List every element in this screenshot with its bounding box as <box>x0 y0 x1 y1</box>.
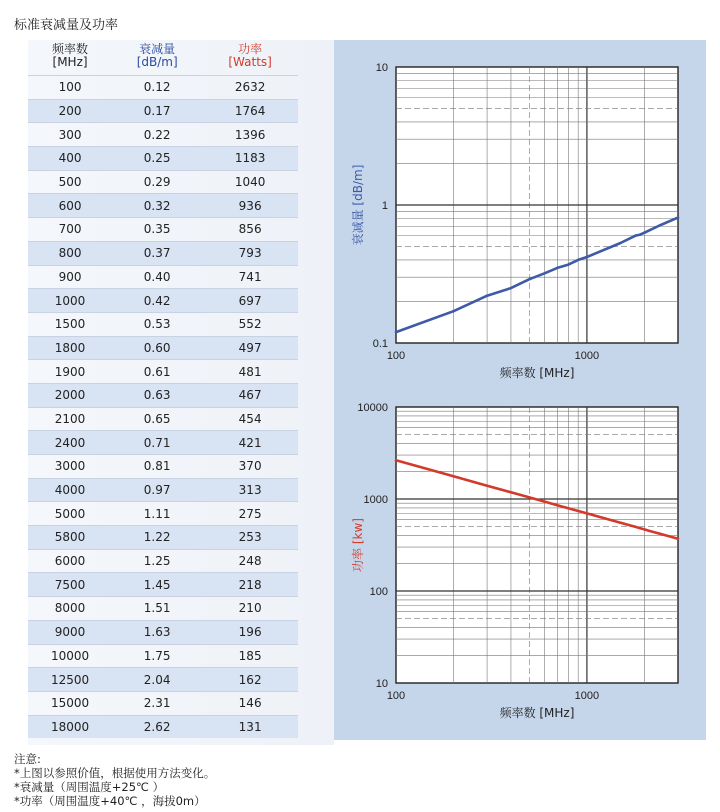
cell-power: 275 <box>202 502 298 526</box>
note-line: *上图以参照价值，根据使用方法变化。 <box>14 766 216 780</box>
data-point <box>634 526 636 528</box>
y-axis-label: 衰减量 [dB/m] <box>351 164 365 246</box>
cell-attenuation: 1.51 <box>112 597 202 621</box>
cell-power: 421 <box>202 431 298 455</box>
header-frequency-name: 频率数 <box>52 42 89 56</box>
cell-frequency: 12500 <box>28 668 112 692</box>
cell-power: 467 <box>202 383 298 407</box>
data-point <box>586 512 588 514</box>
data-point <box>543 500 545 502</box>
cell-frequency: 3000 <box>28 455 112 479</box>
cell-power: 497 <box>202 336 298 360</box>
cell-attenuation: 0.42 <box>112 289 202 313</box>
chart-1 <box>350 402 679 720</box>
cell-attenuation: 0.63 <box>112 383 202 407</box>
y-axis-label: 功率 [kw] <box>351 518 365 572</box>
cell-frequency: 100 <box>28 76 112 100</box>
note-line: *衰减量（周围温度+25℃ ） <box>14 780 165 794</box>
cell-attenuation: 0.37 <box>112 241 202 265</box>
data-point <box>528 278 530 280</box>
cell-frequency: 5000 <box>28 502 112 526</box>
data-point <box>619 242 621 244</box>
cell-frequency: 300 <box>28 123 112 147</box>
cell-frequency: 2000 <box>28 383 112 407</box>
y-tick-label: 10000 <box>357 402 388 414</box>
header-frequency-unit: [MHz] <box>52 55 88 69</box>
cell-attenuation: 1.11 <box>112 502 202 526</box>
data-point <box>567 507 569 509</box>
cell-attenuation: 0.81 <box>112 455 202 479</box>
header-attenuation-unit: [dB/m] <box>136 55 178 69</box>
cell-frequency: 18000 <box>28 715 112 738</box>
cell-attenuation: 0.12 <box>112 76 202 100</box>
data-point <box>639 233 641 235</box>
data-point <box>395 459 397 461</box>
y-tick-label: 1 <box>381 200 388 212</box>
cell-power: 162 <box>202 668 298 692</box>
cell-attenuation: 0.65 <box>112 407 202 431</box>
cell-attenuation: 0.97 <box>112 478 202 502</box>
data-point <box>452 310 454 312</box>
cell-frequency: 400 <box>28 147 112 171</box>
cell-power: 1396 <box>202 123 298 147</box>
plot-area <box>396 407 678 683</box>
x-tick-label: 100 <box>386 690 406 702</box>
data-point <box>556 267 558 269</box>
cell-power: 2632 <box>202 76 298 100</box>
cell-power: 370 <box>202 455 298 479</box>
cell-power: 131 <box>202 715 298 738</box>
data-point <box>567 263 569 265</box>
cell-power: 218 <box>202 573 298 597</box>
y-tick-label: 100 <box>369 586 388 598</box>
data-point <box>658 224 660 226</box>
data-point <box>643 231 645 233</box>
data-point <box>452 475 454 477</box>
cell-frequency: 200 <box>28 99 112 123</box>
cell-power: 856 <box>202 218 298 242</box>
cell-frequency: 900 <box>28 265 112 289</box>
cell-frequency: 10000 <box>28 644 112 668</box>
header-attenuation-name: 衰减量 <box>139 42 176 56</box>
cell-attenuation: 2.04 <box>112 668 202 692</box>
cell-frequency: 2100 <box>28 407 112 431</box>
data-point <box>528 496 530 498</box>
page-title: 标准衰减量及功率 <box>14 18 119 33</box>
cell-frequency: 5800 <box>28 526 112 550</box>
data-point <box>510 491 512 493</box>
cell-attenuation: 0.32 <box>112 194 202 218</box>
cell-power: 196 <box>202 620 298 644</box>
cell-frequency: 9000 <box>28 620 112 644</box>
cell-frequency: 1800 <box>28 336 112 360</box>
data-point <box>658 532 660 534</box>
header-power-name: 功率 <box>238 42 263 56</box>
y-tick-label: 10 <box>375 62 388 74</box>
cell-frequency: 600 <box>28 194 112 218</box>
chart-0 <box>350 62 679 380</box>
cell-attenuation: 0.53 <box>112 312 202 336</box>
cell-frequency: 8000 <box>28 597 112 621</box>
cell-frequency: 500 <box>28 170 112 194</box>
cell-frequency: 4000 <box>28 478 112 502</box>
y-tick-label: 1000 <box>363 494 388 506</box>
data-point <box>619 522 621 524</box>
cell-frequency: 1000 <box>28 289 112 313</box>
x-tick-label: 1000 <box>574 690 600 702</box>
y-tick-label: 0.1 <box>372 338 388 350</box>
notes <box>14 752 215 808</box>
data-point <box>677 216 679 218</box>
x-axis-label: 频率数 [MHz] <box>499 366 575 380</box>
cell-power: 313 <box>202 478 298 502</box>
cell-power: 210 <box>202 597 298 621</box>
cell-attenuation: 0.17 <box>112 99 202 123</box>
cell-frequency: 1500 <box>28 312 112 336</box>
cell-frequency: 800 <box>28 241 112 265</box>
data-point <box>556 504 558 506</box>
y-tick-label: 10 <box>375 678 388 690</box>
cell-power: 146 <box>202 691 298 715</box>
x-tick-label: 100 <box>386 350 406 362</box>
cell-power: 793 <box>202 241 298 265</box>
cell-frequency: 6000 <box>28 549 112 573</box>
cell-power: 253 <box>202 526 298 550</box>
cell-power: 1183 <box>202 147 298 171</box>
data-point <box>486 484 488 486</box>
cell-frequency: 700 <box>28 218 112 242</box>
cell-attenuation: 1.45 <box>112 573 202 597</box>
cell-attenuation: 0.35 <box>112 218 202 242</box>
data-point <box>577 259 579 261</box>
cell-power: 185 <box>202 644 298 668</box>
x-tick-label: 1000 <box>574 350 600 362</box>
data-point <box>510 287 512 289</box>
cell-power: 552 <box>202 312 298 336</box>
cell-power: 481 <box>202 360 298 384</box>
cell-attenuation: 2.31 <box>112 691 202 715</box>
cell-attenuation: 2.62 <box>112 715 202 738</box>
data-point <box>634 234 636 236</box>
cell-frequency: 2400 <box>28 431 112 455</box>
data-point <box>395 331 397 333</box>
cell-attenuation: 1.25 <box>112 549 202 573</box>
cell-attenuation: 1.22 <box>112 526 202 550</box>
cell-attenuation: 0.61 <box>112 360 202 384</box>
cell-frequency: 15000 <box>28 691 112 715</box>
cell-power: 741 <box>202 265 298 289</box>
data-point <box>586 256 588 258</box>
cell-power: 1764 <box>202 99 298 123</box>
cell-attenuation: 0.71 <box>112 431 202 455</box>
data-point <box>677 538 679 540</box>
cell-power: 1040 <box>202 170 298 194</box>
cell-attenuation: 0.29 <box>112 170 202 194</box>
data-point <box>639 527 641 529</box>
note-line: *功率（周围温度+40℃ ，海拔0m） <box>14 794 206 808</box>
cell-attenuation: 0.22 <box>112 123 202 147</box>
cell-frequency: 1900 <box>28 360 112 384</box>
data-point <box>643 528 645 530</box>
cell-power: 248 <box>202 549 298 573</box>
cell-power: 454 <box>202 407 298 431</box>
header-power-unit: [Watts] <box>228 55 272 69</box>
cell-attenuation: 0.60 <box>112 336 202 360</box>
cell-power: 697 <box>202 289 298 313</box>
cell-attenuation: 1.75 <box>112 644 202 668</box>
data-point <box>543 272 545 274</box>
cell-power: 936 <box>202 194 298 218</box>
data-point <box>577 510 579 512</box>
data-point <box>647 230 649 232</box>
notes-heading: 注意: <box>14 752 41 766</box>
data-point <box>647 529 649 531</box>
cell-attenuation: 0.40 <box>112 265 202 289</box>
cell-frequency: 7500 <box>28 573 112 597</box>
cell-attenuation: 1.63 <box>112 620 202 644</box>
data-point <box>486 295 488 297</box>
cell-attenuation: 0.25 <box>112 147 202 171</box>
x-axis-label: 频率数 [MHz] <box>499 706 575 720</box>
